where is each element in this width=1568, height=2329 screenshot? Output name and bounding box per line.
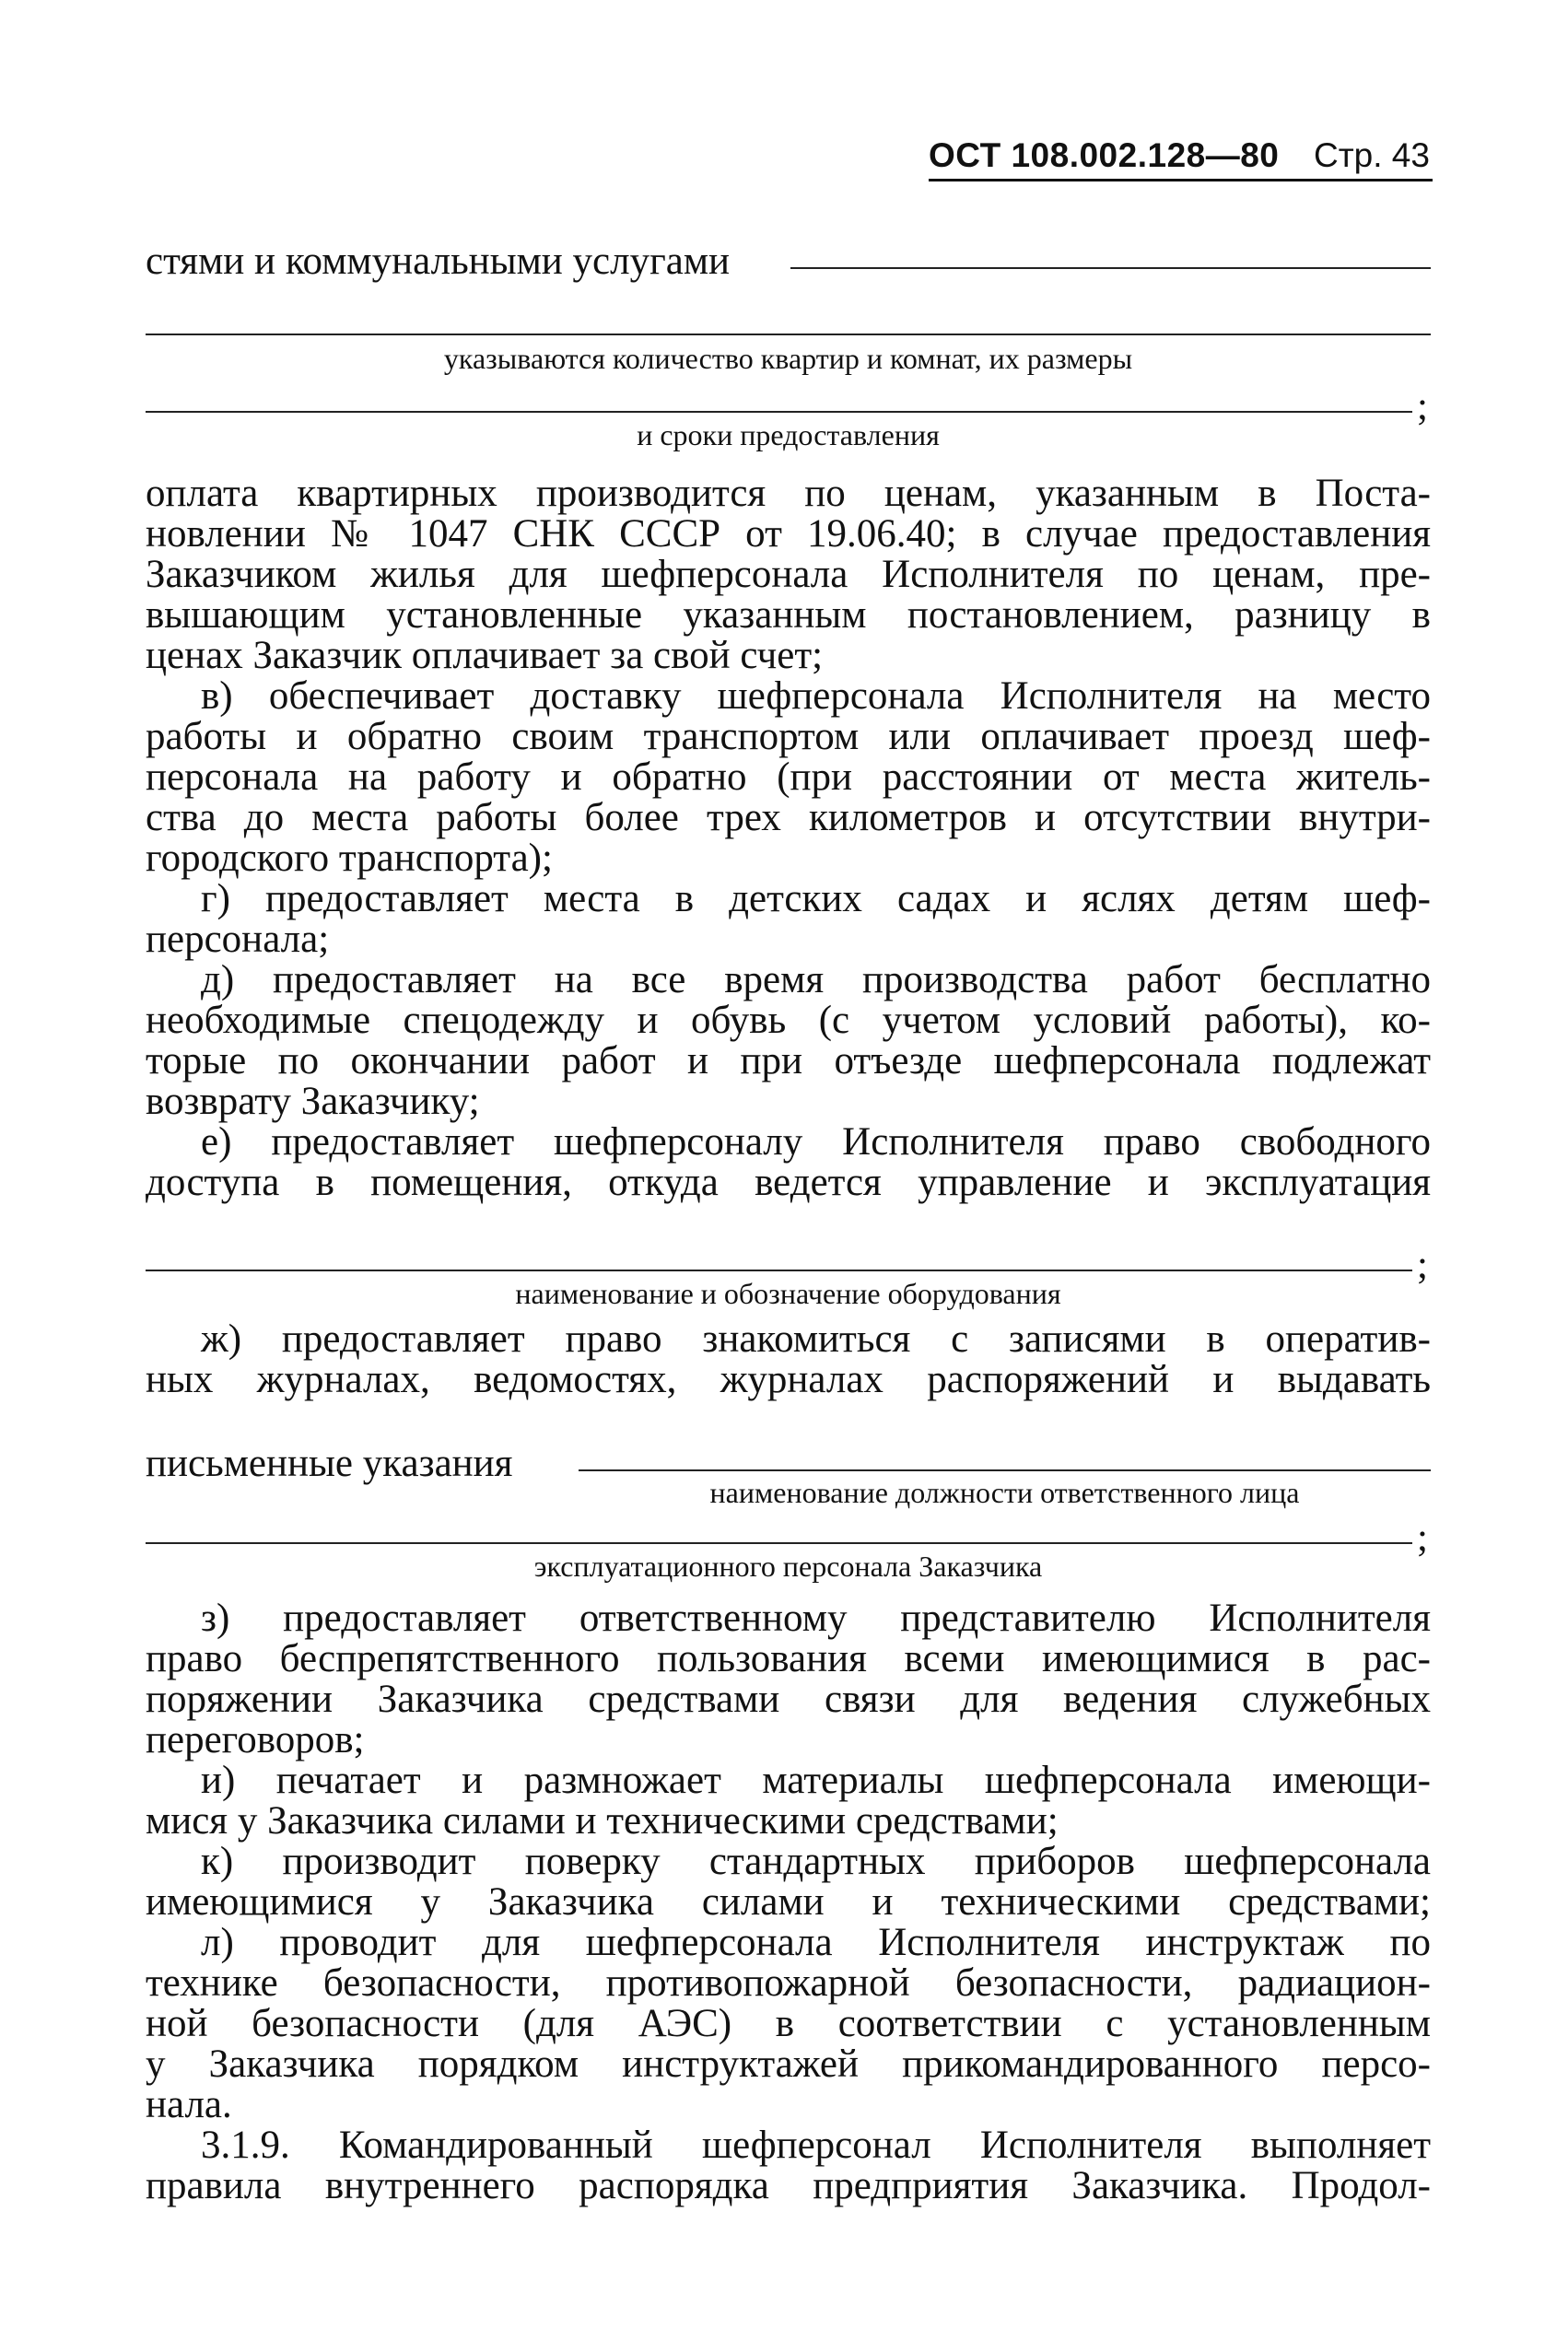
text-line: ных журналах, ведомостях, журналах распоряжений и выдавать [146, 1358, 1431, 1401]
text-line: л) проводит для шефперсонала Исполнителя инструктаж по [201, 1921, 1431, 1964]
field-caption: указываются количество квартир и комнат, их размеры [443, 342, 1133, 375]
text-line: новлении № 1047 СНК СССР от 19.06.40; в случае предоставления [146, 512, 1431, 556]
text-line: е) предоставляет шефперсоналу Исполнителя право свободного [201, 1120, 1431, 1164]
text-line: вышающим установленные указанным постановлением, разницу в [146, 593, 1431, 637]
text-line: з) предоставляет ответственному представителю Исполнителя [201, 1597, 1431, 1640]
fill-line [579, 1469, 1431, 1471]
semicolon: ; [1417, 1516, 1428, 1560]
text-line: право беспрепятственного пользования всеми имеющимися в рас- [146, 1637, 1431, 1680]
text-line: в) обеспечивает доставку шефперсонала Исполнителя на место [201, 674, 1431, 718]
fill-line [146, 334, 1431, 335]
text-line: г) предоставляет места в детских садах и яслях детям шеф- [201, 877, 1431, 920]
text-line: персонала на работу и обратно (при расстоянии от места житель- [146, 755, 1431, 799]
page-number: Стр. 43 [1314, 136, 1430, 174]
text-line: имеющимися у Заказчика силами и техническими средствами; [146, 1880, 1431, 1924]
text-line: технике безопасности, противопожарной безопасности, радиацион- [146, 1961, 1431, 2005]
text-line: письменные указания [146, 1442, 513, 1485]
fill-line [146, 1542, 1412, 1544]
field-caption: эксплуатационного персонала Заказчика [533, 1550, 1043, 1583]
text-line: правила внутреннего распорядка предприятия Заказчика. Продол- [146, 2164, 1431, 2207]
text-line: ж) предоставляет право знакомиться с записями в оператив- [201, 1317, 1431, 1361]
text-line: ства до места работы более трех километров и отсутствии внутри- [146, 796, 1431, 839]
text-line: работы и обратно своим транспортом или оплачивает проезд шеф- [146, 715, 1431, 758]
fill-line [146, 411, 1412, 413]
text-line: и) печатает и размножает материалы шефперсонала имеющи- [201, 1759, 1431, 1802]
text-line: мися у Заказчика силами и техническими средствами; [146, 1799, 1059, 1843]
semicolon: ; [1417, 385, 1428, 428]
field-caption: наименование должности ответственного лица [709, 1476, 1300, 1509]
text-line: к) производит поверку стандартных приборов шефперсонала [201, 1840, 1431, 1883]
field-caption: наименование и обозначение оборудования [515, 1277, 1061, 1310]
text-line: 3.1.9. Командированный шефперсонал Исполнителя выполняет [201, 2124, 1431, 2167]
text-line: ной безопасности (для АЭС) в соответствии с установленным [146, 2002, 1431, 2045]
text-line: оплата квартирных производится по ценам, указанным в Поста- [146, 472, 1431, 515]
standard-code: ОСТ 108.002.128—80 [929, 136, 1280, 174]
text-line: городского транспорта); [146, 837, 553, 880]
text-line: необходимые спецодежду и обувь (с учетом условий работы), ко- [146, 999, 1431, 1042]
text-line: стями и коммунальными услугами [146, 240, 731, 283]
text-line: у Заказчика порядком инструктажей прикомандированного персо- [146, 2042, 1431, 2086]
page-header [929, 129, 1433, 184]
text-line: возврату Заказчику; [146, 1080, 480, 1123]
text-line: переговоров; [146, 1718, 365, 1761]
text-line: Заказчиком жилья для шефперсонала Исполнителя по ценам, пре- [146, 553, 1431, 596]
fill-line [146, 1270, 1412, 1271]
text-line: д) предоставляет на все время производства работ бесплатно [201, 958, 1431, 1001]
text-line: поряжении Заказчика средствами связи для ведения служебных [146, 1678, 1431, 1721]
text-line: торые по окончании работ и при отъезде шефперсонала подлежат [146, 1039, 1431, 1083]
text-line: персонала; [146, 918, 330, 961]
fill-line [790, 267, 1431, 269]
header-rule [929, 179, 1433, 181]
text-line: нала. [146, 2083, 232, 2126]
text-line: ценах Заказчик оплачивает за свой счет; [146, 634, 824, 677]
semicolon: ; [1417, 1244, 1428, 1287]
text-line: доступа в помещения, откуда ведется управление и эксплуатация [146, 1161, 1431, 1204]
field-caption: и сроки предоставления [637, 418, 940, 451]
